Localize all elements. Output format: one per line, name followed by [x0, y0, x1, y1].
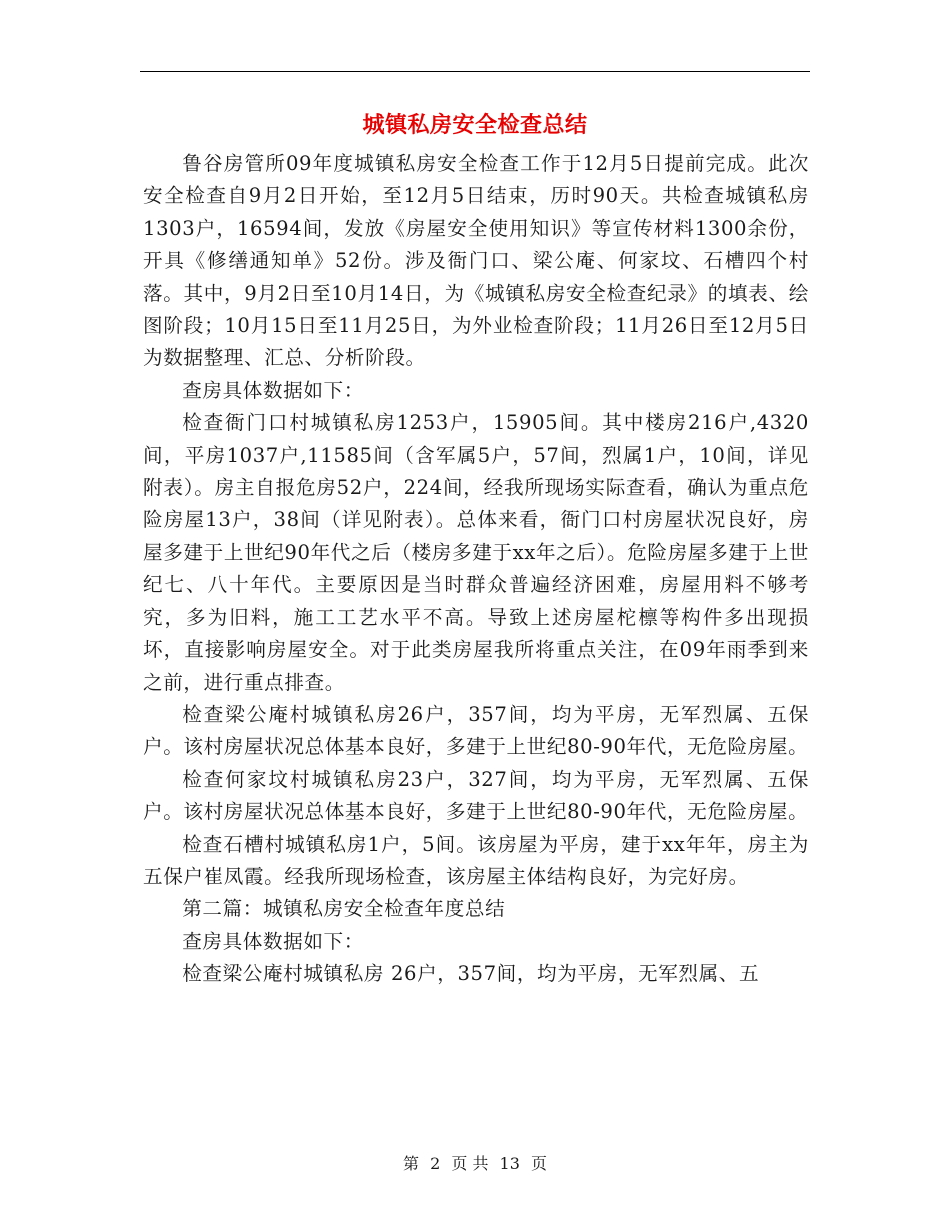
paragraph: 检查衙门口村城镇私房1253户，15905间。其中楼房216户,4320间，平房1037户,11585间（含军属5户，57间，烈属1户，10间，详见附表）。房主自报危房52户，224间，经我所现场实际查看，确认为重点危险房屋13户，38间（详见附表）。总体来看，衙门口村房屋状况良好，房屋多建于上世纪90年代之后（楼房多建于xx年之后）。危险房屋多建于上世纪七、八十年代。主要原因是当时群众普遍经济困难，房屋用料不够考究，多为旧料，施工工艺水平不高。导致上述房屋柁檩等构件多出现损坏，直接影响房屋安全。对于此类房屋我所将重点关注，在09年雨季到来之前，进行重点排查。 [143, 411, 809, 694]
page-total: 13 [499, 1154, 520, 1173]
paragraph: 检查石槽村城镇私房1户，5间。该房屋为平房，建于xx年年，房主为五保户崔凤霞。经我所现场检查，该房屋主体结构良好，为完好房。 [143, 832, 809, 888]
header-rule [140, 71, 810, 72]
page-current: 2 [430, 1154, 441, 1173]
page-prefix: 第 [402, 1154, 419, 1173]
page-suffix: 页 [531, 1154, 548, 1173]
page-footer [0, 1152, 950, 1176]
paragraph: 查房具体数据如下： [182, 378, 364, 402]
section-heading: 第二篇：城镇私房安全检查年度总结 [182, 897, 506, 921]
document-title: 城镇私房安全检查总结 [362, 112, 588, 138]
paragraph: 检查梁公庵村城镇私房 26户，357间，均为平房，无军烈属、五 [182, 962, 760, 986]
document-body [143, 148, 809, 991]
paragraph: 鲁谷房管所09年度城镇私房安全检查工作于12月5日提前完成。此次安全检查自9月2日开始，至12月5日结束，历时90天。共检查城镇私房1303户，16594间，发放《房屋安全使用知识》等宣传材料1300余份，开具《修缮通知单》52份。涉及衙门口、梁公庵、何家坟、石槽四个村落。其中，9月2日至10月14日，为《城镇私房安全检查纪录》的填表、绘图阶段；10月15日至11月25日，为外业检查阶段；11月26日至12月5日为数据整理、汇总、分析阶段。 [143, 152, 809, 370]
paragraph: 检查何家坟村城镇私房23户，327间，均为平房，无军烈属、五保户。该村房屋状况总体基本良好，多建于上世纪80-90年代，无危险房屋。 [143, 767, 809, 824]
paragraph: 查房具体数据如下： [182, 929, 364, 953]
paragraph: 检查梁公庵村城镇私房26户，357间，均为平房，无军烈属、五保户。该村房屋状况总体基本良好，多建于上世纪80-90年代，无危险房屋。 [143, 702, 809, 759]
page-mid: 页 共 [451, 1154, 489, 1173]
